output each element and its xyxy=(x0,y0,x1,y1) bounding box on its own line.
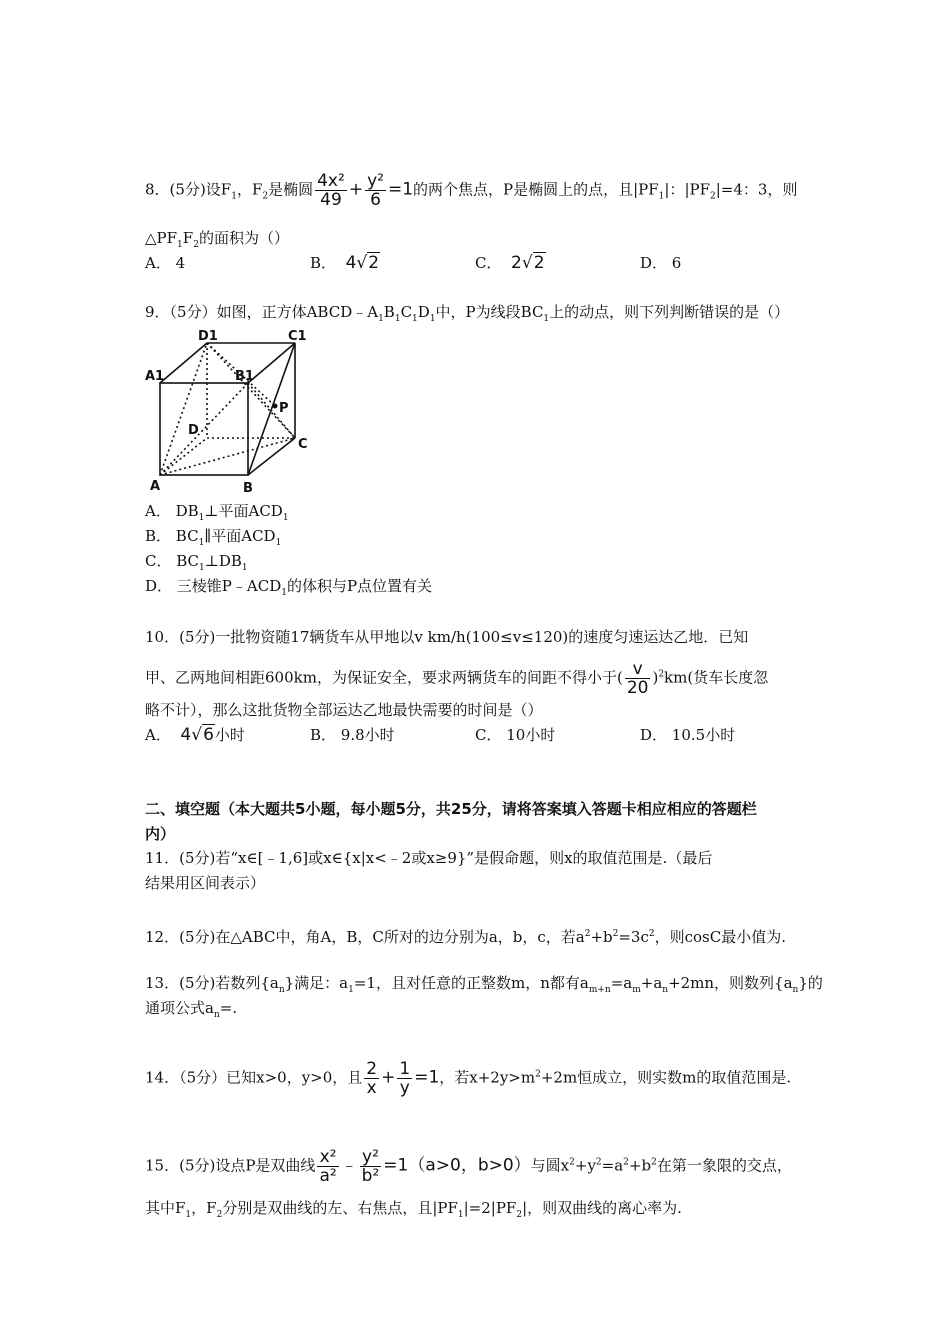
label-p: P xyxy=(279,401,289,416)
edge-a1d1 xyxy=(160,343,207,383)
q9-option-c: C． $BC_1\perp DB_1$ xyxy=(145,552,248,573)
q13-line2: 通项公式$a_n=$. xyxy=(145,999,238,1020)
section2-heading-line2: 内） xyxy=(145,825,176,843)
q13-line1: 13．(5分)若数列$\{a_n\}$满足：$a_1=1$，且对任意的正整数m，n都有$a_{m+n}=a_m+a_n+2mn$，则数列$\{a_n\}$的 xyxy=(145,974,823,995)
q10-line1: 10．(5分)一批物资随17辆货车从甲地以v km/h(100≤v≤120)的速度匀速运达乙地．已知 xyxy=(145,628,749,646)
q10-option-a: A． 4√6小时 xyxy=(145,725,245,745)
q8-option-d: D． 6 xyxy=(640,254,682,272)
q11-line1: 11．(5分)若“x∈[﹣1,6]或x∈{x|x<﹣2或x≥9}”是假命题，则x的取值范围是.（最后 xyxy=(145,849,713,867)
cube-figure xyxy=(140,328,315,493)
label-a: A xyxy=(150,479,161,493)
q8-fraction-2: $\frac{\text{y²}}{6}$ xyxy=(367,171,384,210)
q9-option-b: B． $BC_1\parallel$平面$ACD_1$ xyxy=(145,527,282,548)
label-a1: A1 xyxy=(145,369,165,384)
q14: 14．（5分）已知x>0，y>0，且 $\frac{2}{x}$ + $\frac{1}{y}$ =1，若$x+2y>m^2+2m$恒成立，则实数m的取值范围是. xyxy=(145,1059,792,1098)
q8-line2: $\triangle PF_1F_2$的面积为（） xyxy=(145,229,289,250)
q10-line2: 甲、乙两地间相距600km，为保证安全，要求两辆货车的间距不得小于( $\frac{v}{20}$ )$^2$km(货车长度忽 xyxy=(145,659,769,698)
q9-option-d: D． 三棱锥$P﹣ACD_1$的体积与P点位置有关 xyxy=(145,577,433,598)
q11-line2: 结果用区间表示） xyxy=(145,874,266,892)
q12: 12．(5分)在△ABC中，角A，B，C所对的边分别为a，b，c，若$a^2+b^2=3c^2$，则cosC最小值为. xyxy=(145,928,786,946)
q9-option-a: A． $DB_1\perp$平面$ACD_1$ xyxy=(145,502,289,523)
edge-ad xyxy=(160,438,207,475)
segment-ab1 xyxy=(160,383,248,475)
section2-heading-line1: 二、填空题（本大题共5小题，每小题5分，共25分，请将答案填入答题卡相应相应的答题栏 xyxy=(145,800,757,818)
label-b1: B1 xyxy=(235,369,254,384)
q10-line3: 略不计），那么这批货物全部运达乙地最快需要的时间是（） xyxy=(145,701,543,719)
q14-fraction-1: $\frac{2}{x}$ xyxy=(366,1059,378,1098)
q8-option-a: A． 4 xyxy=(145,254,186,272)
q10-fraction: $\frac{v}{20}$ xyxy=(626,659,649,698)
label-b: B xyxy=(243,481,253,493)
q15-fraction-1: $\frac{\text{x²}}{\text{a²}}$ xyxy=(319,1147,337,1186)
q8-fraction-1: $\frac{\text{4x²}}{49}$ xyxy=(317,171,345,210)
segment-ac xyxy=(160,438,295,475)
q10-option-c: C． 10小时 xyxy=(475,726,556,744)
q10-option-d: D． 10.5小时 xyxy=(640,726,736,744)
q14-fraction-2: $\frac{1}{y}$ xyxy=(399,1059,411,1098)
q8-option-c: C． 2√2 xyxy=(475,253,545,273)
q15-line2: 其中$F_1$，$F_2$分别是双曲线的左、右焦点，且$|PF_1|=2|PF_2|$，则双曲线的离心率为. xyxy=(145,1199,682,1220)
q15-fraction-2: $\frac{\text{y²}}{\text{b²}}$ xyxy=(361,1147,380,1186)
q10-option-b: B． 9.8小时 xyxy=(310,726,395,744)
q15-line1: 15．(5分)设点P是双曲线 $\frac{\text{x²}}{\text{a²}}$ ﹣ $\frac{\text{y²}}{\text{b²}}$ =1（a>0，b>0）与圆$x^2+y^2=a^2+b^2$在第一象限的交点， xyxy=(145,1147,792,1186)
label-c1: C1 xyxy=(288,329,307,344)
segment-d1c xyxy=(207,343,295,438)
q9-stem: 9．（5分）如图，正方体$ABCD﹣A_1B_1C_1D_1$中，P为线段$BC_1$上的动点，则下列判断错误的是（） xyxy=(145,303,790,324)
cube-front-face xyxy=(160,383,248,475)
point-p xyxy=(273,404,278,409)
q8-line1: 8．(5分)设$F_1$，$F_2$是椭圆 $\frac{\text{4x²}}{49}$ + $\frac{\text{y²}}{6}$ =1的两个焦点，P是椭圆上的点，且$|PF_1|$：$|PF_2|=4$：3，则 xyxy=(145,171,798,210)
q8-option-b: B． 4√2 xyxy=(310,253,380,273)
label-d: D xyxy=(188,423,199,438)
label-d1: D1 xyxy=(198,329,218,344)
label-c: C xyxy=(298,437,308,452)
